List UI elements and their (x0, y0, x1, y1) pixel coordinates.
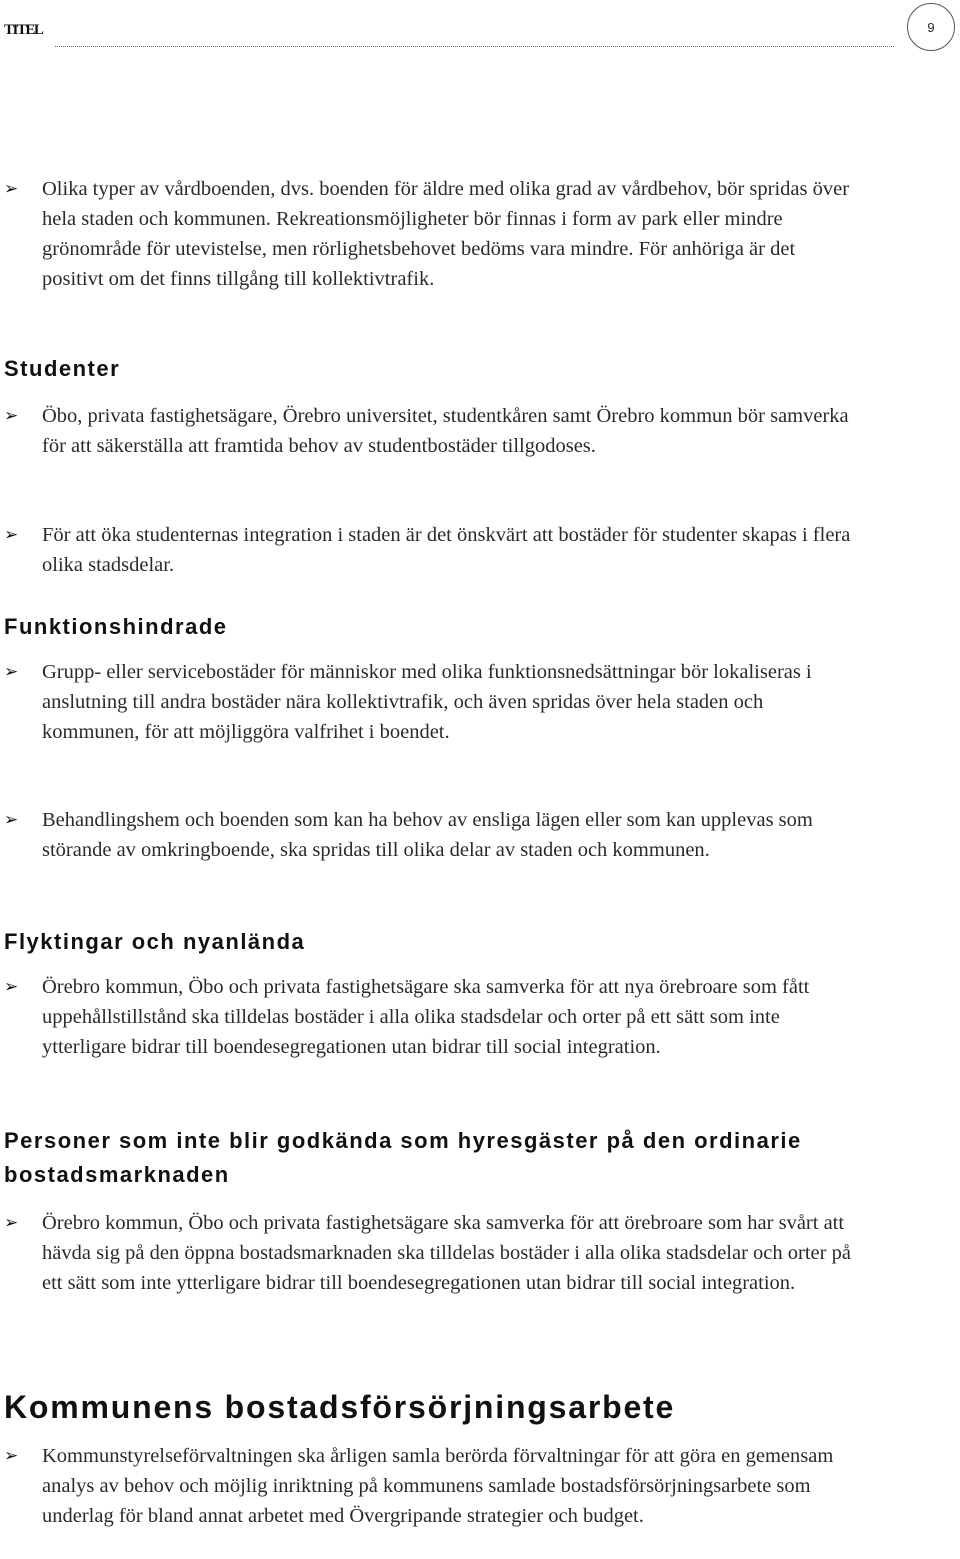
header-rule (55, 46, 894, 47)
arrow-bullet-icon: ➢ (4, 1446, 19, 1465)
arrow-bullet-icon: ➢ (4, 179, 19, 198)
arrow-bullet-icon: ➢ (4, 977, 19, 996)
page-number: 9 (907, 3, 955, 51)
list-item (4, 972, 854, 1062)
list-item-text: Behandlingshem och boenden som kan ha behov av ensliga lägen eller som kan upplevas som störande av omkringboende, ska spridas till olika delar av staden och kommunen. (42, 809, 813, 861)
arrow-bullet-icon: ➢ (4, 406, 19, 425)
list-item (4, 520, 854, 580)
header-title: TITEL (4, 22, 43, 38)
list-item (4, 805, 854, 865)
arrow-bullet-icon: ➢ (4, 810, 19, 829)
list-item (4, 401, 854, 461)
list-item-text: Öbo, privata fastighetsägare, Örebro universitet, studentkåren samt Örebro kommun bör samverka för att säkerställa att framtida behov av studentbostäder tillgodoses. (42, 405, 849, 457)
list-item-text: Kommunstyrelseförvaltningen ska årligen samla berörda förvaltningar för att göra en gemensam analys av behov och möjlig inriktning på kommunens samlade bostadsförsörjningsarbete som underlag för bland annat arbetet med Övergripande strategier och budget. (42, 1445, 834, 1527)
list-item (4, 1208, 854, 1298)
list-item-text: Olika typer av vårdboenden, dvs. boenden för äldre med olika grad av vårdbehov, bör spridas över hela staden och kommunen. Rekreationsmöjligheter bör finnas i form av park eller mindre grönområde för utevistelse, men rörlighetsbehovet bedöms vara mindre. För anhöriga är det positivt om det finns tillgång till kollektivtrafik. (42, 178, 850, 290)
arrow-bullet-icon: ➢ (4, 525, 19, 544)
section-heading-studenter: Studenter (4, 356, 121, 381)
arrow-bullet-icon: ➢ (4, 1213, 19, 1232)
list-item-text: För att öka studenternas integration i staden är det önskvärt att bostäder för studenter skapas i flera olika stadsdelar. (42, 524, 851, 576)
arrow-bullet-icon: ➢ (4, 662, 19, 681)
list-item-text: Örebro kommun, Öbo och privata fastighetsägare ska samverka för att nya örebroare som fått uppehållstillstånd ska tilldelas bostäder i alla olika stadsdelar och orter på ett sätt som inte ytterligare bidrar till boendesegregationen utan bidrar till social integration. (42, 976, 810, 1058)
list-item (4, 657, 854, 747)
section-heading-funktionshindrade: Funktionshindrade (4, 614, 228, 639)
list-item (4, 174, 854, 294)
list-item-text: Grupp- eller servicebostäder för människor med olika funktionsnedsättningar bör lokaliseras i anslutning till andra bostäder nära kollektivtrafik, och även spridas över hela staden och kommunen, för att möjliggöra valfrihet i boendet. (42, 661, 812, 743)
list-item-text: Örebro kommun, Öbo och privata fastighetsägare ska samverka för att örebroare som har svårt att hävda sig på den öppna bostadsmarknaden ska tilldelas bostäder i alla olika stadsdelar och orter på ett sätt som inte ytterligare bidrar till boendesegregationen utan bidrar till social integration. (42, 1212, 851, 1294)
section-heading-flyktingar: Flyktingar och nyanlända (4, 929, 306, 954)
list-item (4, 1441, 854, 1531)
section-heading-personer: Personer som inte blir godkända som hyresgäster på den ordinarie bostadsmarknaden (4, 1128, 802, 1187)
section-heading-kommunens: Kommunens bostadsförsörjningsarbete (4, 1389, 676, 1425)
